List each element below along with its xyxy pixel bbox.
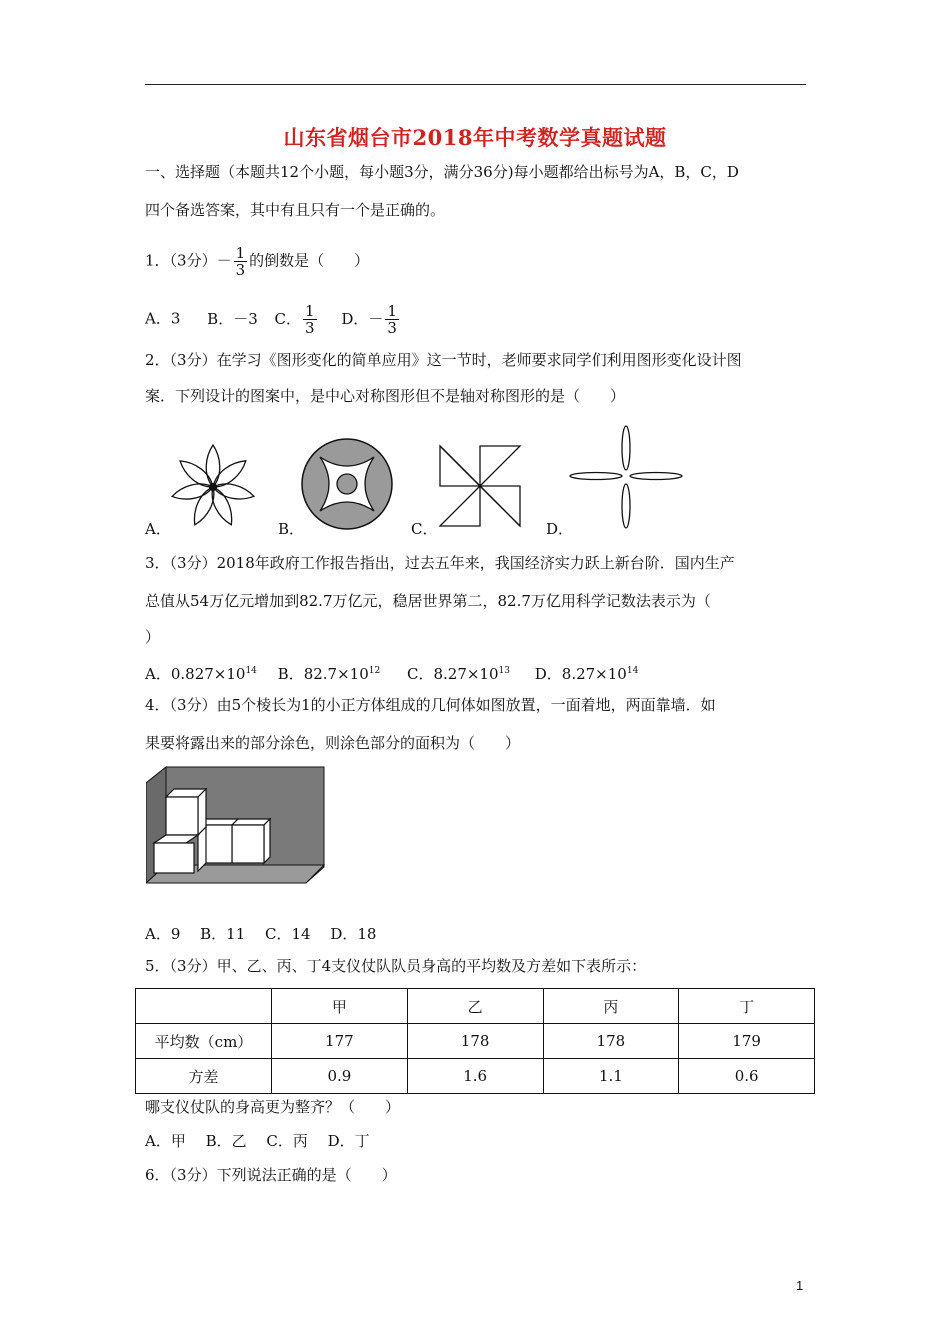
table-header-cell: 丁 xyxy=(679,989,815,1024)
page-title: 山东省烟台市2018年中考数学真题试题 xyxy=(283,125,667,150)
ellipse-petals xyxy=(570,426,682,528)
table-cell: 177 xyxy=(272,1024,408,1059)
q1-prefix: 1．（3分）－ xyxy=(145,251,232,270)
q1-fraction xyxy=(234,245,248,278)
height-variance-table xyxy=(135,988,815,1094)
disc-figure xyxy=(300,437,395,532)
q3-option-c: C．8.27×10 xyxy=(406,665,499,683)
table-header-cell: 丙 xyxy=(543,989,679,1024)
flower-figure xyxy=(165,440,265,535)
q1-option-c-label: C． xyxy=(274,309,302,328)
section-intro-line2: 四个备选答案，其中有且只有一个是正确的。 xyxy=(145,201,446,219)
q1-option-d-num: 1 xyxy=(387,302,397,320)
header-rule xyxy=(145,84,806,85)
table-cell: 178 xyxy=(543,1024,679,1059)
section-intro-line1: 一、选择题（本题共12个小题，每小题3分，满分36分)每小题都给出标号为A，B，C，D xyxy=(145,163,739,181)
q4-options: A．9 B．11 C．14 D．18 xyxy=(145,925,377,943)
q1-option-d-fraction xyxy=(385,303,399,336)
question-5-question: 哪支仪仗队的身高更为整齐？（ ） xyxy=(145,1098,401,1116)
table-cell: 179 xyxy=(679,1024,815,1059)
q1-option-d-label: D．－ xyxy=(341,309,384,328)
q3-option-c-exp: 13 xyxy=(498,666,510,676)
q3-option-b-exp: 12 xyxy=(368,666,381,676)
table-cell: 1.6 xyxy=(407,1059,543,1094)
q1-frac-den: 3 xyxy=(235,261,246,279)
table-header-cell: 乙 xyxy=(407,989,543,1024)
ellipses-figure xyxy=(568,424,684,532)
q1-option-a: A．3 xyxy=(145,309,181,328)
q2-label-d: D． xyxy=(546,520,574,538)
question-6-line1: 6．（3分）下列说法正确的是（ ） xyxy=(145,1166,397,1184)
q2-label-c: C． xyxy=(411,520,438,538)
q5-options: A．甲 B．乙 C．丙 D．丁 xyxy=(145,1132,370,1150)
table-cell: 0.9 xyxy=(272,1059,408,1094)
q3-options xyxy=(145,661,638,684)
cubes-figure xyxy=(146,765,326,885)
table-header-row xyxy=(136,989,815,1024)
table-header-cell: 甲 xyxy=(272,989,408,1024)
table-cell: 平均数（cm） xyxy=(136,1024,272,1059)
page-number: 1 xyxy=(796,1278,804,1293)
table-header-cell xyxy=(136,989,272,1024)
table-cell: 0.6 xyxy=(679,1059,815,1094)
q1-frac-num: 1 xyxy=(235,244,246,262)
table-row xyxy=(136,1024,815,1059)
q1-option-c-fraction xyxy=(303,303,317,336)
table-row xyxy=(136,1059,815,1094)
question-3-line3: ） xyxy=(145,628,161,646)
q2-label-a: A． xyxy=(145,520,171,538)
q3-option-b: B．82.7×10 xyxy=(277,665,369,683)
q1-option-b: B．－3 xyxy=(207,309,258,328)
q3-option-a: A．0.827×10 xyxy=(145,665,246,683)
question-2-line2: 案．下列设计的图案中，是中心对称图形但不是轴对称图形的是（ ） xyxy=(145,387,626,405)
q3-option-d: D．8.27×10 xyxy=(534,665,627,683)
q3-option-d-exp: 14 xyxy=(626,666,639,676)
question-1 xyxy=(145,245,369,278)
pinwheel-blades xyxy=(440,446,520,526)
flower-center xyxy=(210,484,217,491)
table-cell: 方差 xyxy=(136,1059,272,1094)
q3-option-a-exp: 14 xyxy=(245,666,257,676)
question-4-line1: 4．（3分）由5个棱长为1的小正方体组成的几何体如图放置，一面着地，两面靠墙．如 xyxy=(145,696,716,714)
q1-option-c-num: 1 xyxy=(305,302,315,320)
disc-inner xyxy=(337,474,357,494)
q1-options xyxy=(145,303,401,336)
q1-option-c-den: 3 xyxy=(305,319,315,337)
q2-label-b: B． xyxy=(278,520,305,538)
question-3-line1: 3．（3分）2018年政府工作报告指出，过去五年来，我国经济实力跃上新台阶．国内生产 xyxy=(145,554,735,572)
pinwheel-figure xyxy=(436,442,524,530)
question-5-line1: 5．（3分）甲、乙、丙、丁4支仪仗队队员身高的平均数及方差如下表所示： xyxy=(145,957,647,975)
question-4-line2: 果要将露出来的部分涂色，则涂色部分的面积为（ ） xyxy=(145,734,521,752)
question-3-line2: 总值从54万亿元增加到82.7万亿元，稳居世界第二，82.7万亿用科学记数法表示为（ xyxy=(145,592,711,610)
table-cell: 1.1 xyxy=(543,1059,679,1094)
table-cell: 178 xyxy=(407,1024,543,1059)
q1-suffix: 的倒数是（ ） xyxy=(249,251,370,270)
q1-option-d-den: 3 xyxy=(387,319,397,337)
question-2-line1: 2．（3分）在学习《图形变化的简单应用》这一节时，老师要求同学们利用图形变化设计图 xyxy=(145,351,742,369)
